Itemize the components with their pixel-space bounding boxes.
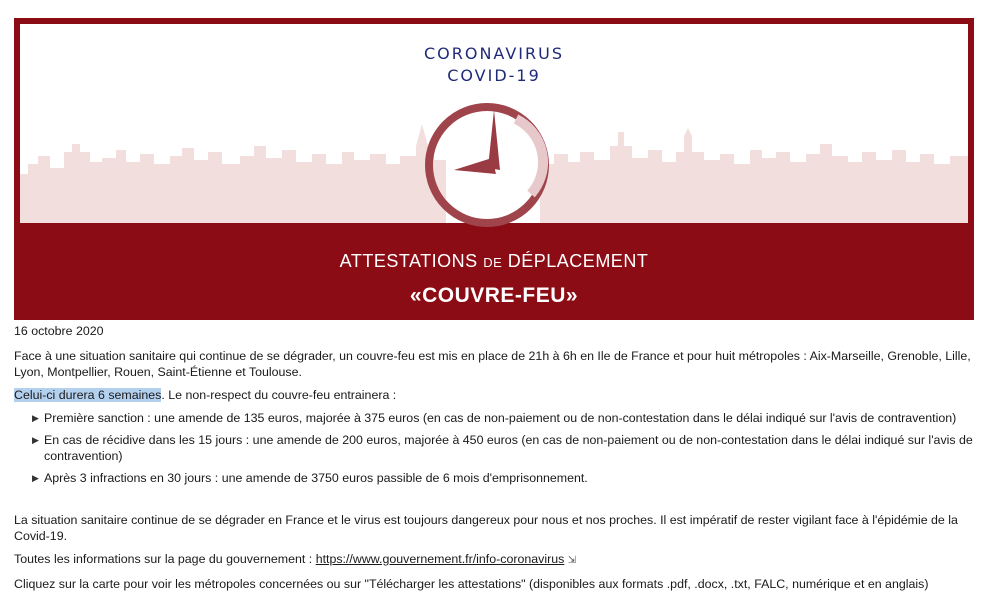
sanctions-list [14,410,974,486]
sanction-text: Après 3 infractions en 30 jours : une amende de 3750 euros passible de 6 mois d'emprisonnement. [44,471,588,485]
info-prefix: Toutes les informations sur la page du gouvernement : [14,552,316,566]
list-item [32,470,974,486]
highlighted-text: Celui-ci durera 6 semaines [14,388,162,402]
gouvernement-link[interactable]: https://www.gouvernement.fr/info-coronavirus [315,552,565,566]
info-paragraph [14,551,974,569]
subtitle-part2: DÉPLACEMENT [507,251,649,271]
intro-paragraph: Face à une situation sanitaire qui continue de se dégrader, un couvre-feu est mis en place de 21h à 6h en Ile de France et pour huit métropoles : Aix-Marseille, Grenoble, Lille, Lyon, Montpellier, Rouen, Saint-Étienne et Toulouse. [14,349,971,379]
subtitle-small: DE [483,255,503,270]
situation-paragraph: La situation sanitaire continue de se dégrader en France et le virus est toujours dangereux pour nous et nos proches. Il est impératif de rester vigilant face à l'épidémie de la Covid-19. [14,513,958,543]
list-item [32,432,974,464]
duration-rest: . Le non-respect du couvre-feu entrainera : [161,388,397,402]
bullet-triangle-icon: ▶ [32,473,39,483]
sanction-text: En cas de récidive dans les 15 jours : une amende de 200 euros, majorée à 450 euros (en cas de non-paiement ou de non-contestation dans le délai indiqué sur l'avis de contravention) [44,433,973,463]
banner-title-covid: COVID-19 [447,66,541,85]
external-link-icon: ⇲ [567,555,577,566]
article-date: 16 octobre 2020 [14,324,104,338]
sanction-text: Première sanction : une amende de 135 euros, majorée à 375 euros (en cas de non-paiement ou de non-contestation dans le délai indiqué sur l'avis de contravention) [44,411,957,425]
banner-headline: «COUVRE-FEU» [409,284,579,307]
list-item [32,410,974,426]
covid-banner[interactable] [14,18,974,320]
subtitle-part1: ATTESTATIONS [339,251,478,271]
bullet-triangle-icon: ▶ [32,435,39,445]
bullet-triangle-icon: ▶ [32,413,39,423]
cta-paragraph: Cliquez sur la carte pour voir les métropoles concernées ou sur "Télécharger les attestations" (disponibles aux formats .pdf, .docx, .txt, FALC, numérique et en anglais) [14,577,929,591]
banner-title-coronavirus: CORONAVIRUS [423,44,564,63]
duration-paragraph [14,387,974,403]
article-content [14,320,974,592]
banner-subtitle [14,251,974,272]
clock-icon [14,18,974,320]
